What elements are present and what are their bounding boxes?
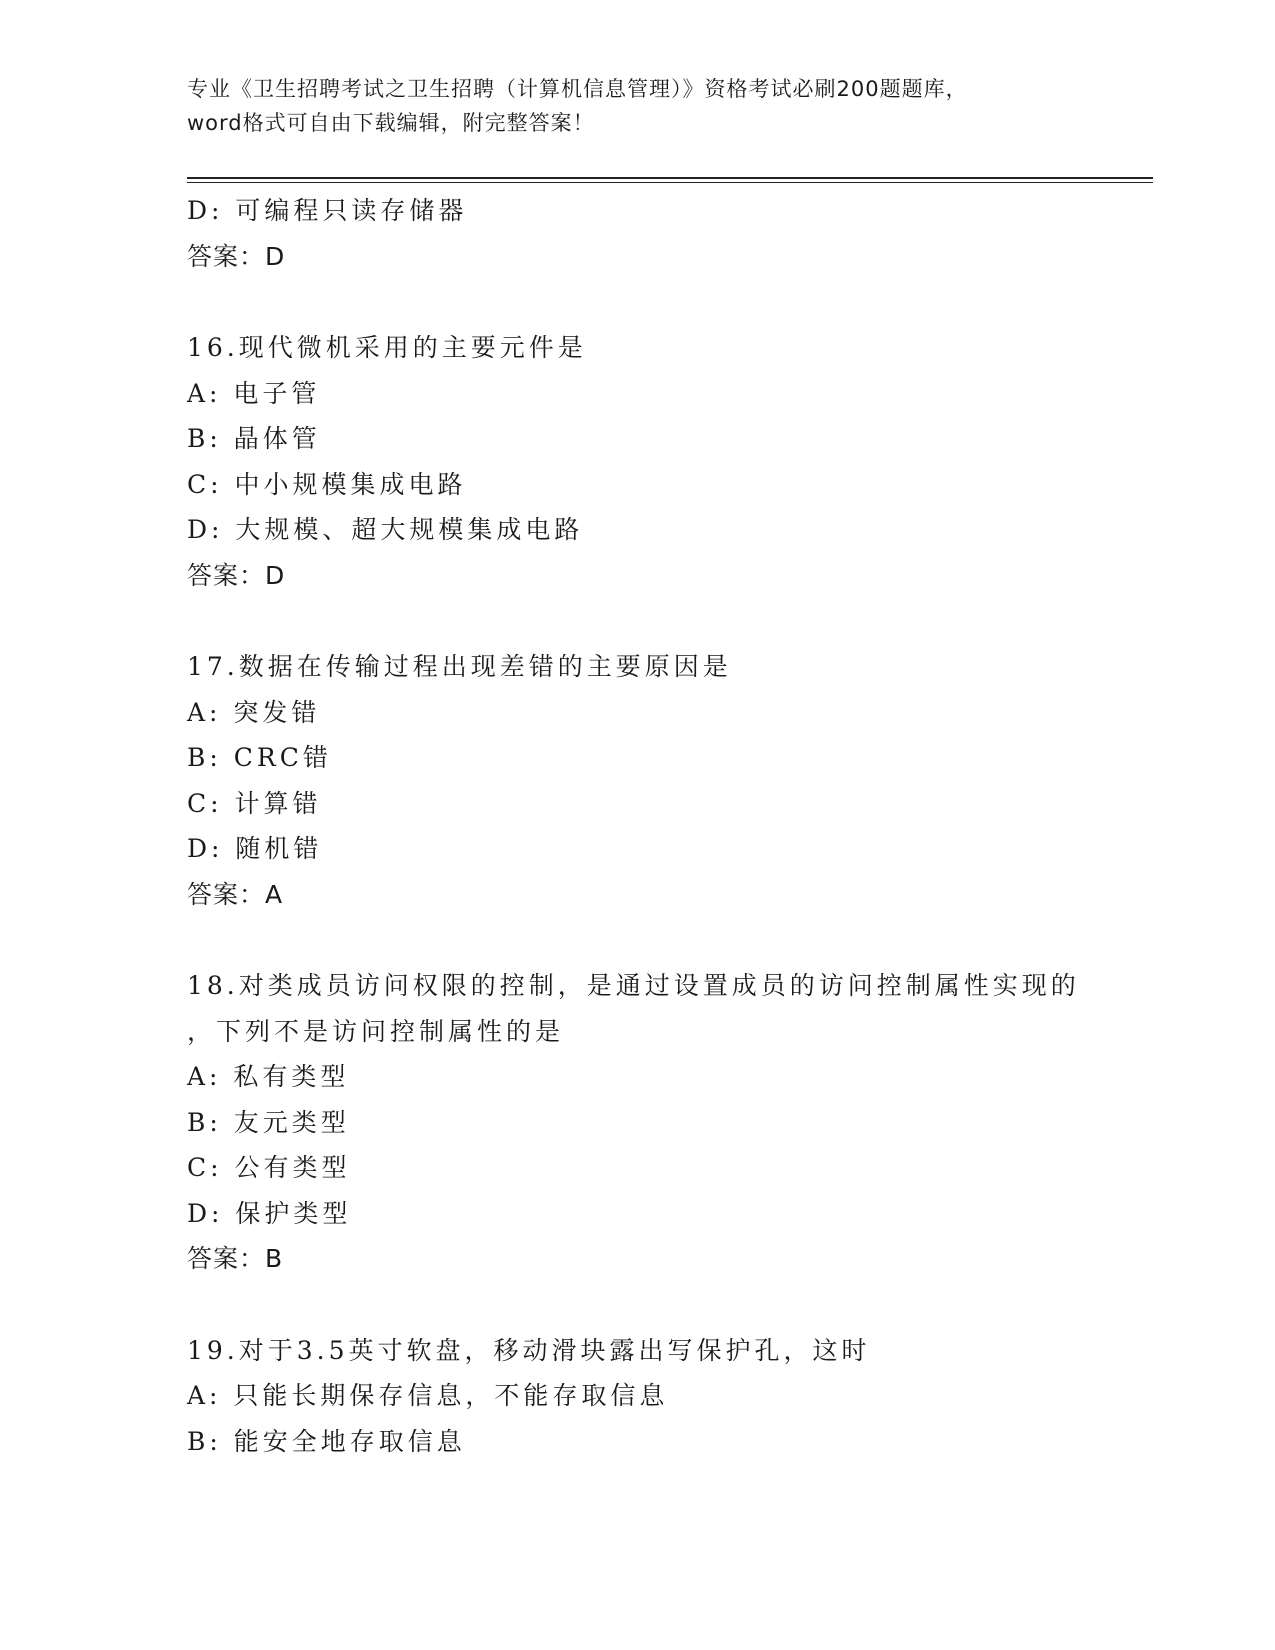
header-line-1: 专业《卫生招聘考试之卫生招聘（计算机信息管理）》资格考试必刷200题题库， — [187, 77, 968, 101]
option-a: A: 只能长期保存信息，不能存取信息 — [187, 1381, 669, 1410]
question-stem-continued: ，下列不是访问控制属性的是 — [187, 1016, 565, 1046]
option-d: D: 可编程只读存储器 — [187, 196, 468, 225]
option-b: B: 晶体管 — [187, 424, 321, 453]
question-stem: 17.数据在传输过程出现差错的主要原因是 — [187, 652, 732, 681]
option-d: D: 随机错 — [187, 834, 323, 863]
option-c: C: 计算错 — [187, 788, 322, 818]
header-divider — [187, 177, 1153, 183]
question-stem: 16.现代微机采用的主要元件是 — [187, 333, 587, 362]
answer: 答案：A — [187, 879, 284, 909]
option-a: A: 电子管 — [187, 378, 321, 408]
question-list — [187, 188, 1147, 1464]
spacer — [187, 598, 1147, 644]
question-stem: 18.对类成员访问权限的控制，是通过设置成员的访问控制属性实现的 — [187, 971, 1080, 1000]
spacer — [187, 279, 1147, 325]
spacer — [187, 1282, 1147, 1328]
option-a: A: 私有类型 — [187, 1062, 350, 1091]
answer: 答案：D — [187, 560, 286, 590]
question-18 — [187, 963, 1147, 1282]
option-d: D: 大规模、超大规模集成电路 — [187, 515, 584, 544]
answer: 答案：D — [187, 241, 286, 271]
question-16 — [187, 325, 1147, 598]
answer: 答案：B — [187, 1244, 284, 1273]
question-19 — [187, 1328, 1147, 1465]
document-header — [187, 72, 1107, 140]
option-d: D: 保护类型 — [187, 1198, 352, 1228]
question-stem: 19.对于3.5英寸软盘，移动滑块露出写保护孔，这时 — [187, 1335, 871, 1365]
spacer — [187, 917, 1147, 963]
option-b: B: 能安全地存取信息 — [187, 1426, 466, 1456]
header-line-2: word格式可自由下载编辑，附完整答案！ — [187, 111, 595, 135]
option-c: C: 公有类型 — [187, 1153, 351, 1182]
option-a: A: 突发错 — [187, 697, 321, 727]
option-c: C: 中小规模集成电路 — [187, 469, 467, 499]
question-17 — [187, 644, 1147, 917]
option-b: B: CRC错 — [187, 743, 332, 772]
option-b: B: 友元类型 — [187, 1107, 350, 1137]
